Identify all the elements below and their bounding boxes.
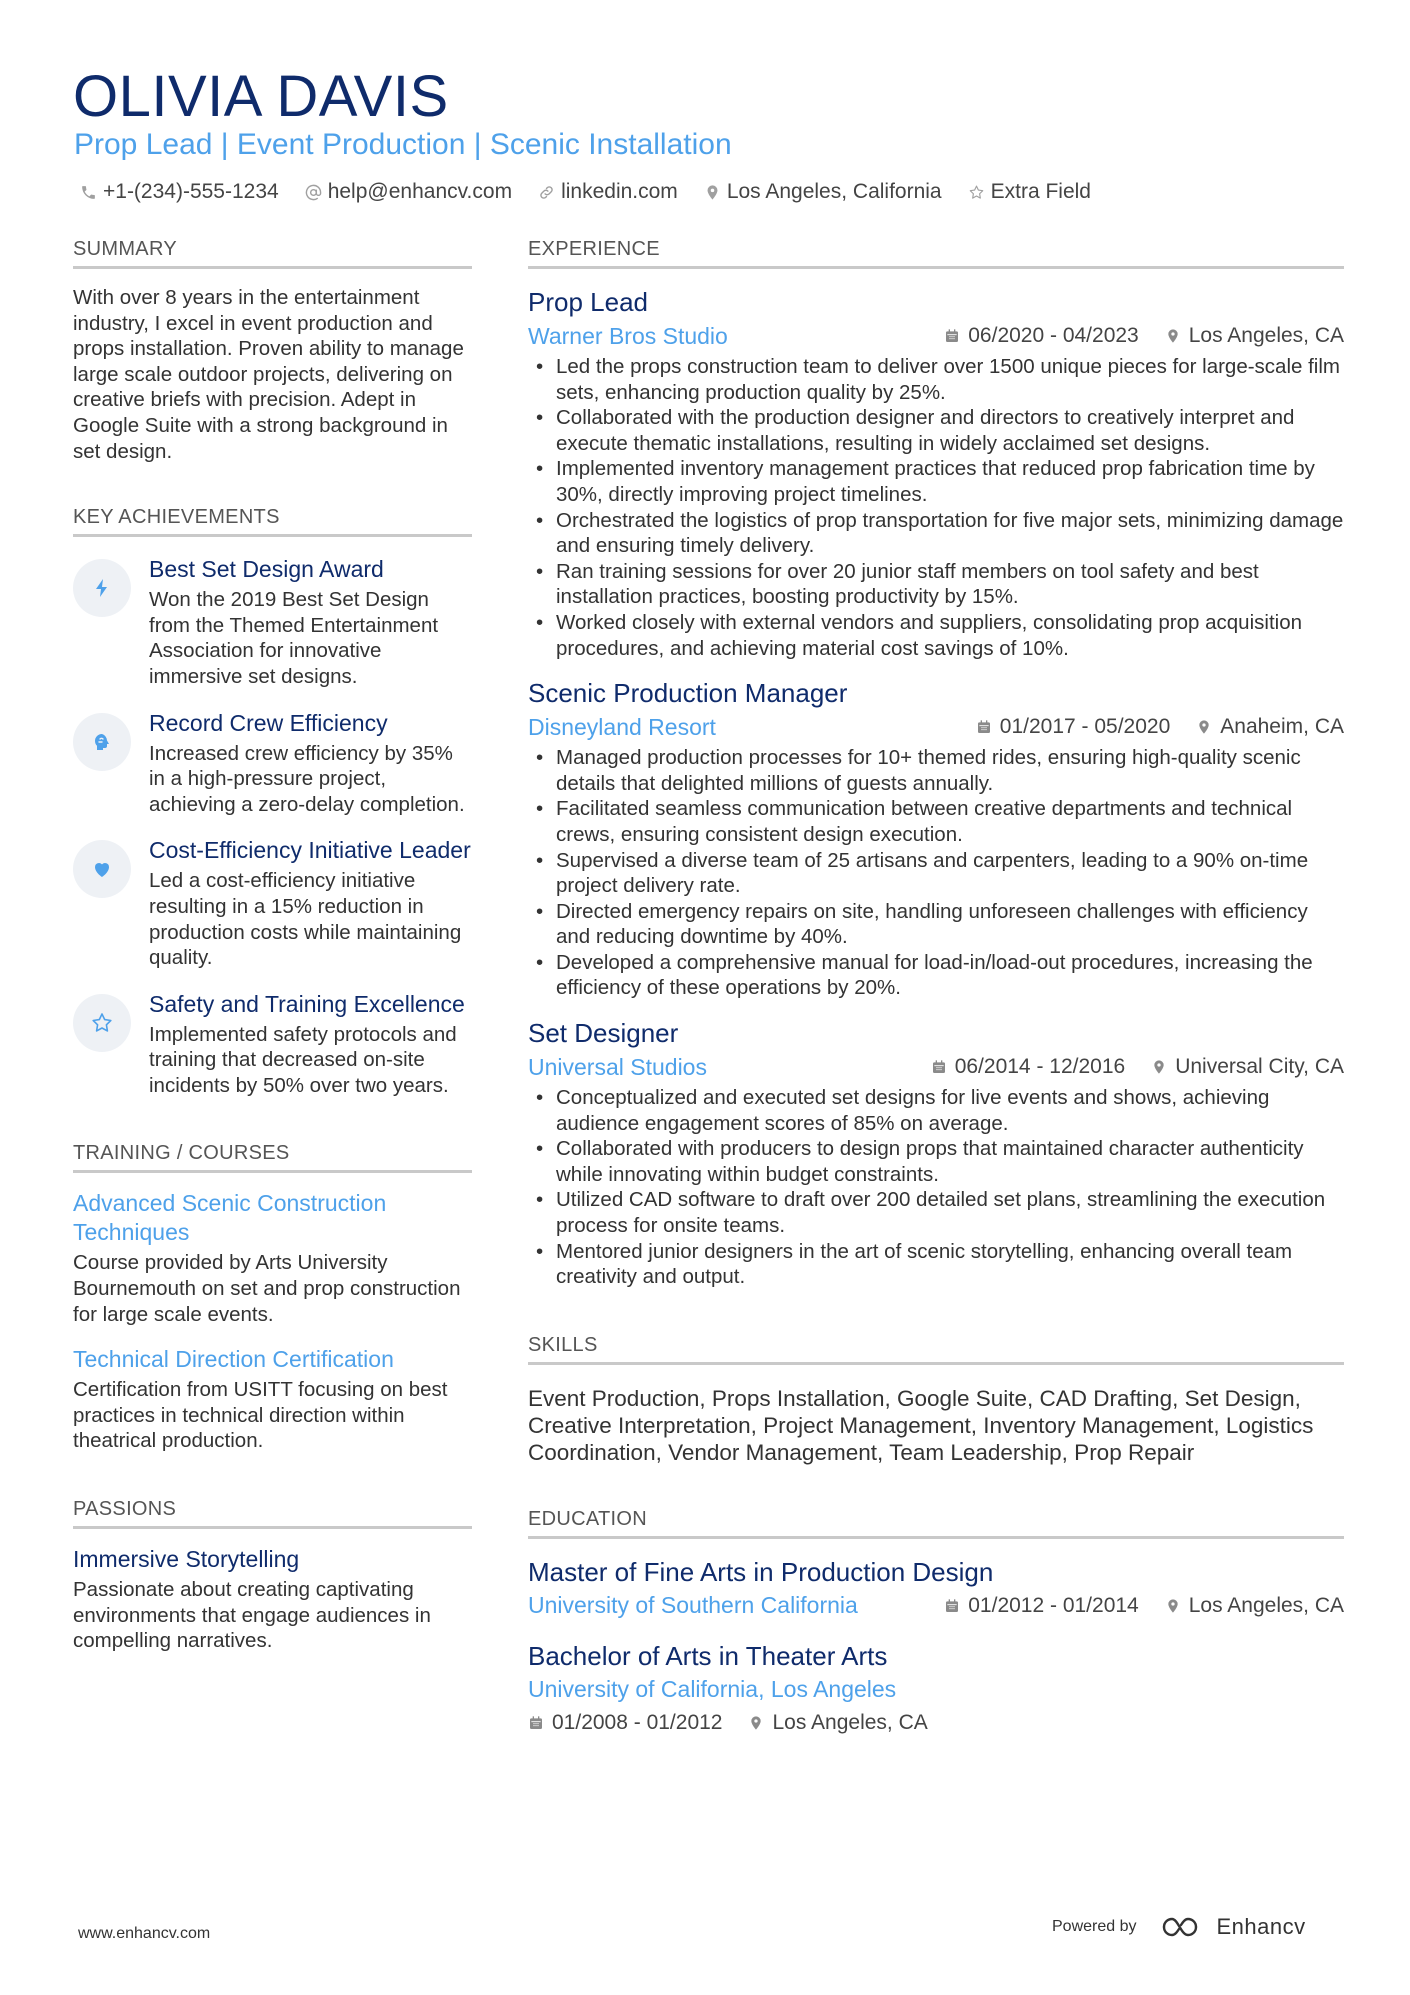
skills-section — [528, 1332, 1344, 1466]
passion-text: Passionate about creating captivating environments that engage audiences in compelling narratives. — [73, 1578, 431, 1653]
achievement-item — [73, 990, 472, 1099]
education-entry — [528, 1639, 1344, 1739]
contact-extra-text: Extra Field — [990, 180, 1091, 203]
achievement-icon-badge — [73, 559, 131, 617]
course-item — [73, 1345, 472, 1454]
enhancv-logo-text: Enhancv — [1216, 1914, 1306, 1939]
job-bullet: • Collaborated with the production designer and directors to creatively interpret and execute thematic installations, resulting in widely acclaimed set designs. — [528, 405, 1344, 456]
education-dates-text: 01/2008 - 01/2012 — [552, 1710, 723, 1734]
job-bullets — [528, 745, 1344, 1001]
contact-bar — [80, 176, 1117, 208]
job-company: Universal Studios — [528, 1053, 707, 1080]
passion-item — [73, 1545, 472, 1654]
education-location-text: Los Angeles, CA — [772, 1710, 928, 1734]
education-school: University of California, Los Angeles — [528, 1676, 897, 1703]
achievement-title: Record Crew Efficiency — [149, 709, 388, 736]
job-location-text: Los Angeles, CA — [1188, 324, 1344, 347]
at-icon — [305, 184, 322, 201]
job-entry — [528, 285, 1344, 661]
star-icon — [90, 1011, 114, 1035]
education-entry — [528, 1555, 1344, 1623]
calendar-icon — [931, 1059, 947, 1075]
job-bullets — [528, 354, 1344, 661]
education-degree: Master of Fine Arts in Production Design — [528, 1556, 994, 1587]
education-school: University of Southern California — [528, 1592, 858, 1619]
job-meta-row — [528, 319, 1344, 353]
location-icon — [1165, 328, 1181, 344]
summary-section — [73, 236, 472, 464]
enhancv-logo-icon — [1161, 1915, 1205, 1939]
education-meta — [528, 1707, 1344, 1739]
achievement-item — [73, 709, 472, 818]
passion-title: Immersive Storytelling — [73, 1546, 300, 1573]
right-column — [528, 236, 1344, 1739]
achievement-title: Best Set Design Award — [149, 556, 384, 583]
education-meta-row — [528, 1589, 1344, 1623]
course-item — [73, 1189, 472, 1327]
course-title: Advanced Scenic Construction Techniques — [73, 1190, 387, 1246]
job-bullet: • Utilized CAD software to draft over 200 detailed set plans, streamlining the execution process for onsite teams. — [528, 1187, 1344, 1238]
job-dates-text: 01/2017 - 05/2020 — [999, 715, 1171, 739]
job-location-text: Anaheim, CA — [1220, 715, 1344, 739]
job-location-text: Universal City, CA — [1175, 1055, 1344, 1079]
skills-text: Event Production, Props Installation, Google Suite, CAD Drafting, Set Design, Creative Interpretation, Project Management, Inventory Management, Logistics Coordination, Vendor Management, Team Leadership, Prop Repair — [528, 1385, 1314, 1465]
left-column — [73, 236, 472, 1654]
job-dates-text: 06/2014 - 12/2016 — [954, 1055, 1126, 1079]
job-company: Warner Bros Studio — [528, 322, 728, 349]
calendar-icon — [944, 1598, 960, 1614]
course-text: Certification from USITT focusing on best practices in technical direction within theatrical production. — [73, 1378, 448, 1453]
job-dates — [944, 324, 1138, 348]
job-meta — [905, 1055, 1344, 1079]
job-meta — [918, 324, 1344, 348]
training-heading: TRAINING / COURSES — [73, 1140, 472, 1173]
job-entry — [528, 676, 1344, 1001]
job-bullet: • Implemented inventory management practices that reduced prop fabrication time by 30%, directly improving project timelines. — [528, 456, 1344, 507]
location-icon — [1165, 1598, 1181, 1614]
contact-phone[interactable] — [80, 180, 279, 204]
summary-heading: SUMMARY — [73, 236, 472, 269]
job-bullet: • Orchestrated the logistics of prop transportation for five major sets, minimizing damage and ensuring timely delivery. — [528, 508, 1344, 559]
job-dates — [976, 715, 1170, 739]
job-meta — [950, 715, 1344, 739]
footer-website[interactable]: www.enhancv.com — [78, 1925, 211, 1942]
job-bullet: • Collaborated with producers to design props that maintained character authenticity while innovating within budget constraints. — [528, 1136, 1344, 1187]
location-icon — [1151, 1059, 1167, 1075]
training-section — [73, 1140, 472, 1454]
achievement-item — [73, 555, 472, 689]
footer-branding — [1052, 1914, 1306, 1940]
job-bullet: • Ran training sessions for over 20 junior staff members on tool safety and best installation practices, boosting productivity by 15%. — [528, 559, 1344, 610]
passions-heading: PASSIONS — [73, 1496, 472, 1529]
job-bullet: • Mentored junior designers in the art of scenic storytelling, enhancing overall team creativity and output. — [528, 1239, 1344, 1290]
achievement-icon-badge — [73, 840, 131, 898]
education-dates — [944, 1594, 1138, 1618]
calendar-icon — [528, 1715, 544, 1731]
achievement-item — [73, 836, 472, 970]
education-section — [528, 1506, 1344, 1739]
achievement-title: Safety and Training Excellence — [149, 990, 465, 1017]
job-bullet: • Managed production processes for 10+ themed rides, ensuring high-quality scenic details that delighted millions of guests annually. — [528, 745, 1344, 796]
job-company: Disneyland Resort — [528, 713, 716, 740]
job-bullet: • Led the props construction team to deliver over 1500 unique pieces for large-scale film sets, enhancing production quality by 25%. — [528, 354, 1344, 405]
calendar-icon — [976, 719, 992, 735]
passions-section — [73, 1496, 472, 1654]
job-entry — [528, 1016, 1344, 1290]
achievement-text: Led a cost-efficiency initiative resulting in a 15% reduction in production costs while maintaining quality. — [149, 869, 462, 970]
contact-location-text: Los Angeles, California — [726, 180, 942, 203]
education-meta — [918, 1594, 1344, 1618]
enhancv-logo[interactable] — [1161, 1914, 1306, 1940]
star-icon — [968, 184, 985, 201]
education-heading: EDUCATION — [528, 1506, 1344, 1539]
education-meta-row — [528, 1673, 1344, 1707]
job-bullet: • Conceptualized and executed set designs for live events and shows, achieving audience engagement scores of 85% on average. — [528, 1085, 1344, 1136]
job-meta-row — [528, 1050, 1344, 1084]
job-title: Set Designer — [528, 1018, 679, 1049]
achievement-icon-badge — [73, 713, 131, 771]
contact-linkedin-text: linkedin.com — [561, 180, 678, 203]
education-location-text: Los Angeles, CA — [1188, 1593, 1344, 1617]
skills-heading: SKILLS — [528, 1332, 1344, 1365]
lightning-icon — [90, 576, 114, 600]
course-title: Technical Direction Certification — [73, 1346, 394, 1373]
education-dates — [528, 1711, 722, 1735]
education-location — [748, 1711, 927, 1735]
job-title: Scenic Production Manager — [528, 678, 848, 709]
job-dates — [931, 1055, 1125, 1079]
job-meta-row — [528, 710, 1344, 744]
brain-icon — [90, 730, 114, 754]
job-bullet: • Facilitated seamless communication between creative departments and technical crews, ensuring consistent design execution. — [528, 796, 1344, 847]
location-icon — [748, 1715, 764, 1731]
contact-extra — [968, 180, 1091, 204]
job-location — [1165, 324, 1344, 348]
job-bullet: • Developed a comprehensive manual for load-in/load-out procedures, increasing the efficiency of these operations by 20%. — [528, 950, 1344, 1001]
candidate-name: OLIVIA DAVIS — [73, 64, 449, 129]
job-bullet: • Directed emergency repairs on site, handling unforeseen challenges with efficiency and reducing downtime by 40%. — [528, 899, 1344, 950]
achievements-heading: KEY ACHIEVEMENTS — [73, 504, 472, 537]
calendar-icon — [944, 328, 960, 344]
candidate-headline: Prop Lead | Event Production | Scenic Installation — [74, 128, 732, 161]
achievement-title: Cost-Efficiency Initiative Leader — [149, 837, 471, 864]
footer-powered-by: Powered by — [1052, 1918, 1137, 1935]
job-bullet: • Supervised a diverse team of 25 artisans and carpenters, leading to a 90% on-time project delivery rate. — [528, 848, 1344, 899]
course-text: Course provided by Arts University Bournemouth on set and prop construction for large scale events. — [73, 1251, 461, 1326]
contact-email[interactable] — [305, 180, 512, 204]
link-icon — [538, 184, 555, 201]
education-location — [1165, 1594, 1344, 1618]
contact-email-text: help@enhancv.com — [327, 180, 513, 203]
achievement-icon-badge — [73, 994, 131, 1052]
phone-icon — [80, 184, 97, 201]
achievements-section — [73, 504, 472, 1098]
contact-location — [704, 180, 942, 204]
education-degree: Bachelor of Arts in Theater Arts — [528, 1640, 888, 1671]
job-bullets — [528, 1085, 1344, 1290]
job-location — [1196, 715, 1344, 739]
achievement-text: Won the 2019 Best Set Design from the Themed Entertainment Association for innovative immersive set designs. — [149, 588, 439, 688]
location-icon — [1196, 719, 1212, 735]
education-dates-text: 01/2012 - 01/2014 — [968, 1593, 1139, 1617]
achievement-text: Implemented safety protocols and training that decreased on-site incidents by 50% over two years. — [149, 1022, 457, 1097]
job-location — [1151, 1055, 1344, 1079]
job-title: Prop Lead — [528, 287, 648, 317]
location-icon — [704, 184, 721, 201]
job-bullet: • Worked closely with external vendors and suppliers, consolidating prop acquisition procedures, and achieving material cost savings of 10%. — [528, 610, 1344, 661]
contact-linkedin[interactable] — [538, 180, 678, 204]
experience-heading: EXPERIENCE — [528, 236, 1344, 269]
contact-phone-text: +1-(234)-555-1234 — [103, 180, 279, 203]
summary-text: With over 8 years in the entertainment industry, I excel in event production and props installation. Proven ability to manage large scale outdoor projects, delivering on creative briefs with precision. Adept in Google Suite with a strong background in set design. — [73, 286, 464, 463]
job-dates-text: 06/2020 - 04/2023 — [968, 324, 1139, 347]
achievement-text: Increased crew efficiency by 35% in a high-pressure project, achieving a zero-delay completion. — [149, 741, 465, 816]
experience-section — [528, 236, 1344, 1290]
heart-icon — [90, 857, 114, 881]
